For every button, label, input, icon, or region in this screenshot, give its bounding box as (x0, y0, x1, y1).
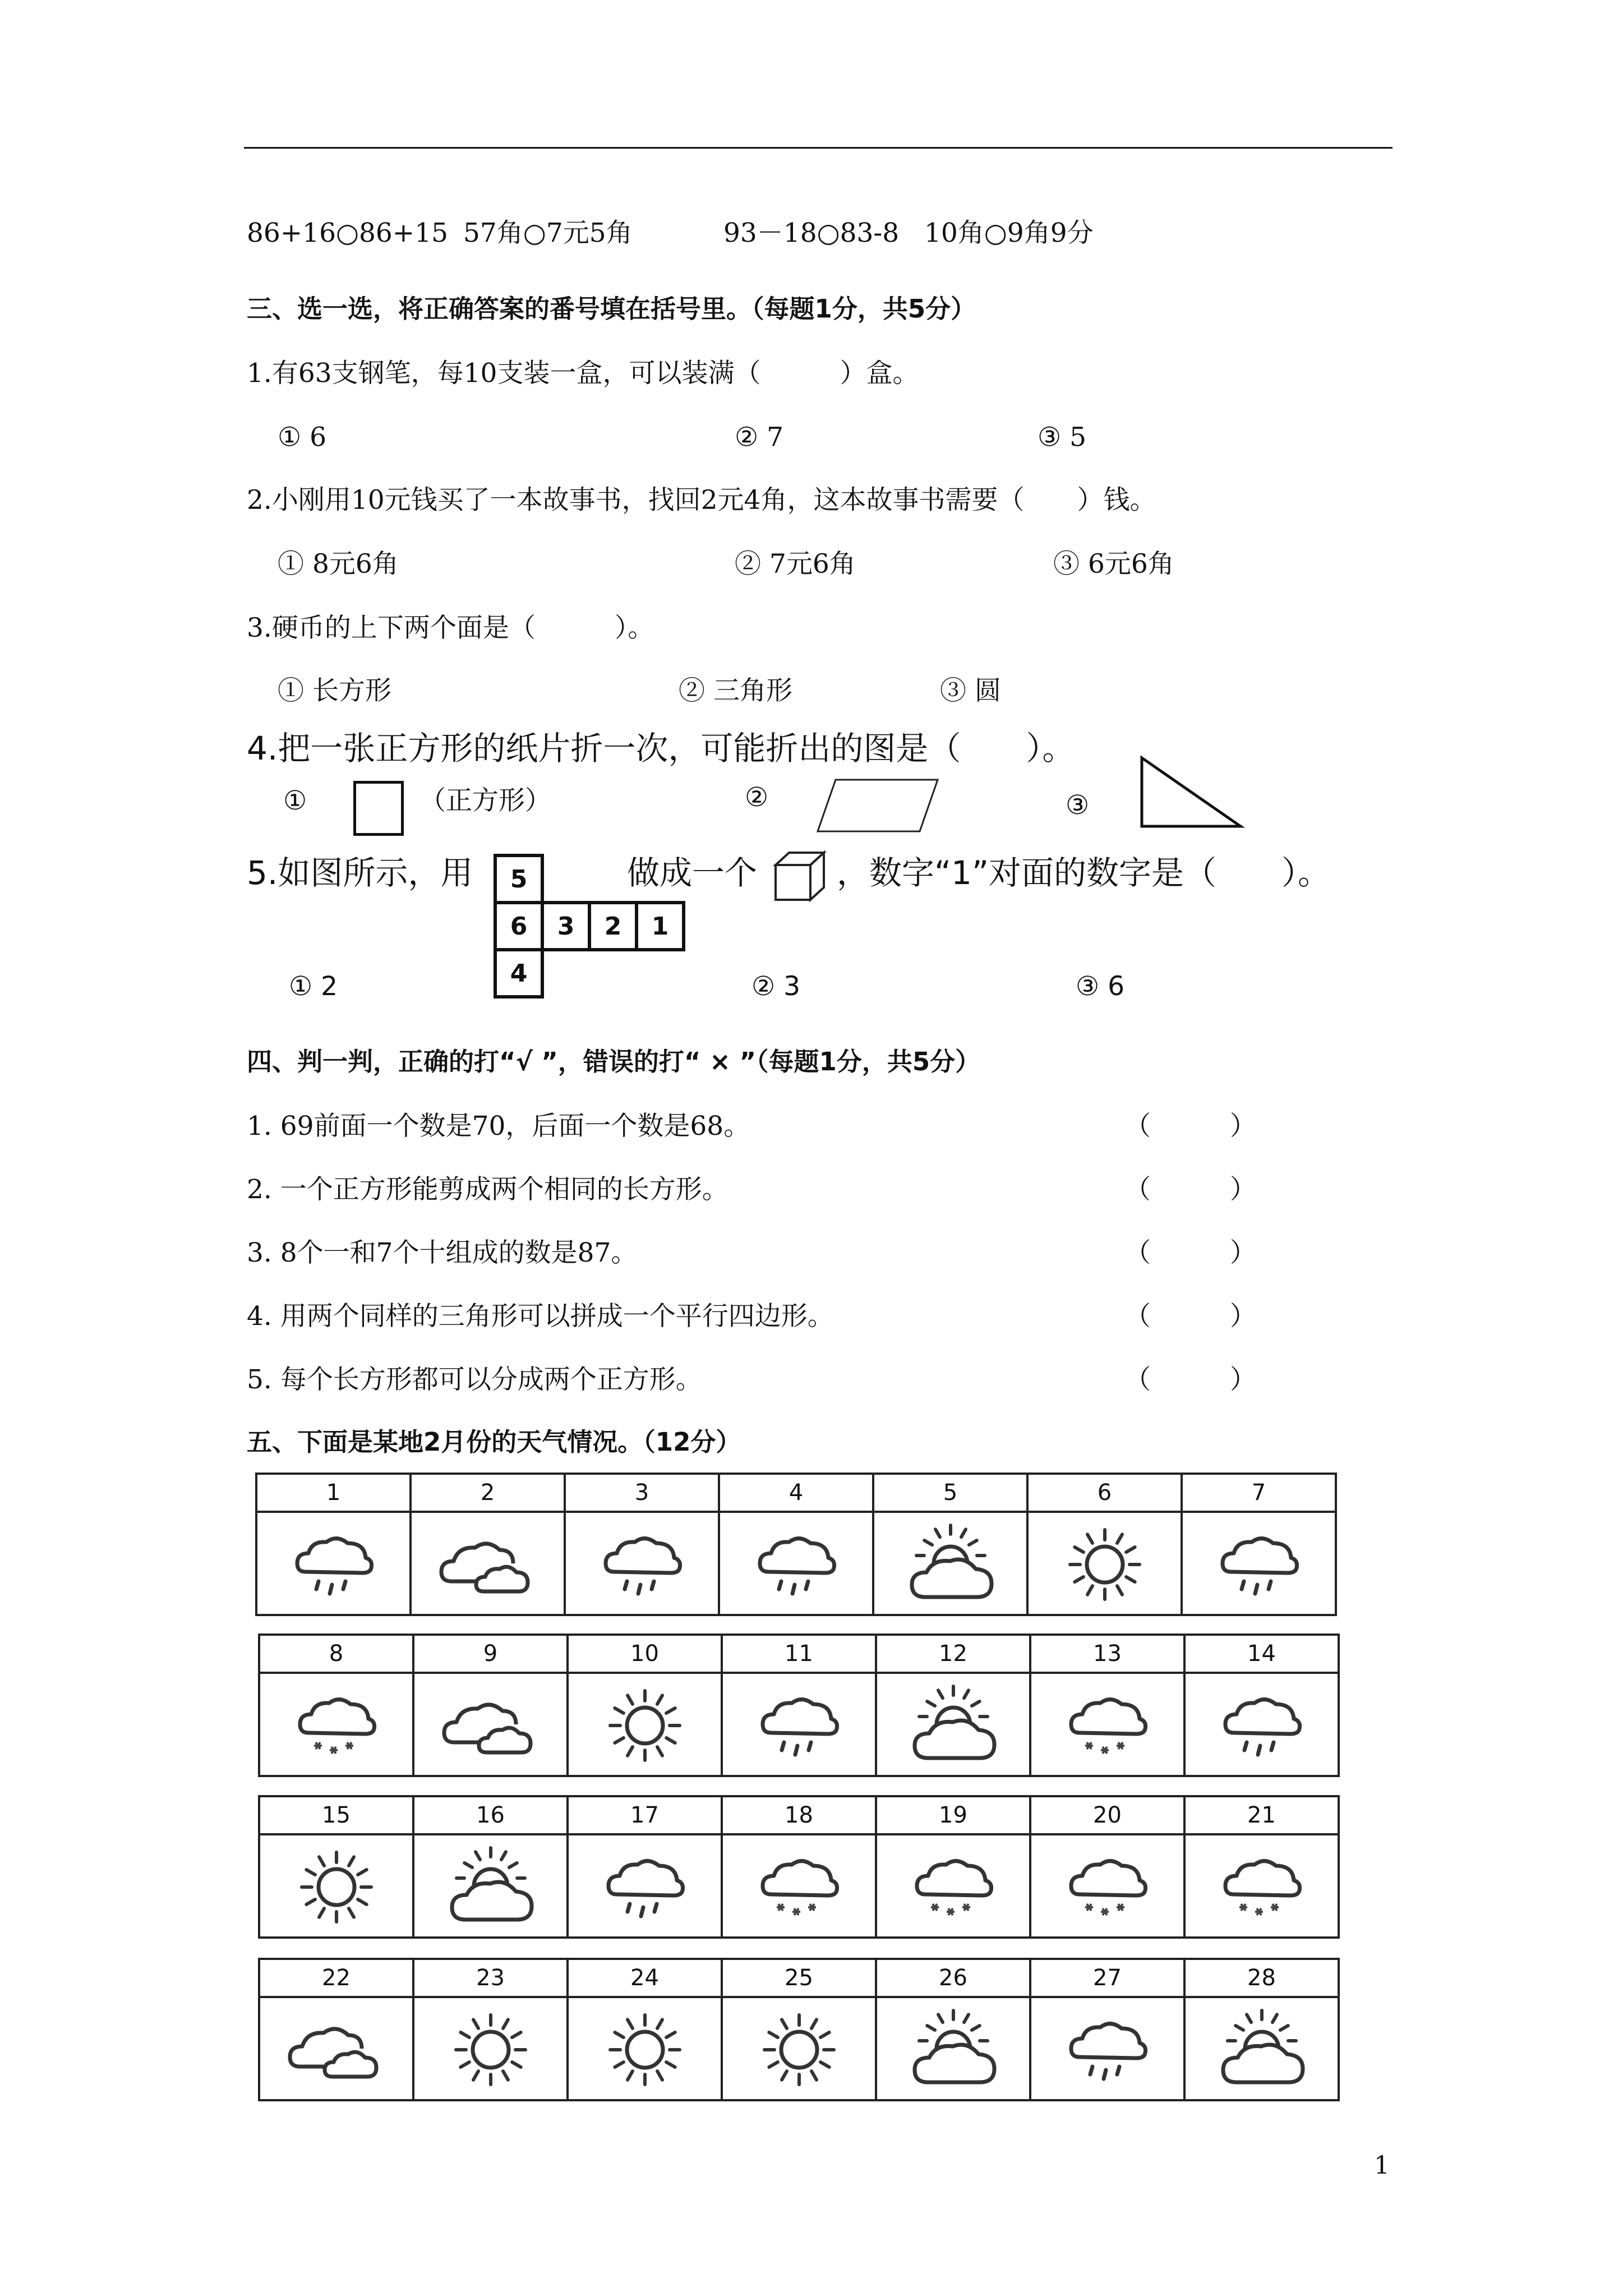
q2-option-1: ① 8元6角 (278, 549, 399, 579)
net-face: 3 (542, 903, 589, 950)
weather-cell (1030, 1997, 1184, 2100)
weather-day-number: 1 (256, 1474, 411, 1512)
judge-answer-blank-5[interactable]: （ ） (1124, 1364, 1256, 1395)
weather-day-number: 11 (722, 1635, 876, 1673)
weather-cell (876, 1834, 1030, 1938)
compare-item-4: 10角○9角9分 (924, 218, 1094, 249)
weather-day-number: 13 (1030, 1635, 1184, 1673)
judge-answer-blank-3[interactable]: （ ） (1124, 1237, 1256, 1268)
compare-item-2: 57角○7元5角 (463, 218, 633, 249)
snow-weather-icon (1049, 1838, 1166, 1934)
partly-weather-icon (432, 1838, 550, 1934)
header-rule (244, 147, 1393, 149)
weather-cell (1184, 1834, 1339, 1938)
weather-cell (256, 1512, 411, 1615)
weather-cell (722, 1673, 876, 1776)
snow-weather-icon (740, 1838, 858, 1934)
q2-option-3: ③ 6元6角 (1053, 549, 1174, 579)
weather-cell (411, 1512, 565, 1615)
net-face: 1 (637, 903, 684, 950)
triangle-figure (1138, 754, 1245, 830)
snow-weather-icon (278, 1677, 395, 1772)
judge-item-4: 4. 用两个同样的三角形可以拼成一个平行四边形。 (247, 1301, 834, 1332)
judge-answer-blank-1[interactable]: （ ） (1124, 1111, 1256, 1142)
net-face: 6 (495, 903, 542, 950)
partly-weather-icon (892, 1516, 1009, 1611)
sun-weather-icon (432, 2001, 550, 2096)
rain-weather-icon (1049, 2001, 1166, 2096)
weather-day-number: 24 (568, 1959, 722, 1997)
q5-text-c: ，数字“1”对面的数字是（ ）。 (837, 854, 1330, 892)
weather-day-number: 20 (1030, 1796, 1184, 1834)
weather-table-week-4 (258, 1958, 1340, 2101)
rain-weather-icon (1200, 1516, 1318, 1611)
weather-day-number: 8 (259, 1635, 413, 1673)
q4-option-1-label: （正方形） (419, 785, 551, 816)
sun-weather-icon (278, 1838, 395, 1934)
weather-cell (1182, 1512, 1336, 1615)
weather-day-number: 28 (1184, 1959, 1339, 1997)
q4-text: 4.把一张正方形的纸片折一次，可能折出的图是（ ）。 (247, 729, 1075, 767)
judge-answer-blank-2[interactable]: （ ） (1124, 1174, 1256, 1205)
weather-cell (259, 1997, 413, 2100)
weather-day-number: 23 (413, 1959, 568, 1997)
weather-day-number: 6 (1027, 1474, 1182, 1512)
weather-day-number: 19 (876, 1796, 1030, 1834)
weather-cell (1030, 1673, 1184, 1776)
weather-day-number: 15 (259, 1796, 413, 1834)
snow-weather-icon (895, 1838, 1012, 1934)
snow-weather-icon (1049, 1677, 1166, 1772)
sun-weather-icon (740, 2001, 858, 2096)
weather-cell (1027, 1512, 1182, 1615)
judge-answer-blank-4[interactable]: （ ） (1124, 1301, 1256, 1332)
q3-text: 3.硬币的上下两个面是（ ）。 (247, 613, 654, 643)
weather-day-number: 22 (259, 1959, 413, 1997)
weather-cell (722, 1997, 876, 2100)
weather-cell (565, 1512, 719, 1615)
weather-day-number: 10 (568, 1635, 722, 1673)
rain-weather-icon (740, 1677, 858, 1772)
weather-day-number: 27 (1030, 1959, 1184, 1997)
judge-item-3: 3. 8个一和7个十组成的数是87。 (247, 1237, 638, 1268)
q4-option-1: ① (283, 785, 307, 816)
sun-weather-icon (586, 1677, 704, 1772)
weather-day-number: 16 (413, 1796, 568, 1834)
weather-day-number: 2 (411, 1474, 565, 1512)
cloudy-weather-icon (432, 1677, 550, 1772)
page-number: 1 (1374, 2151, 1390, 2180)
rain-weather-icon (586, 1838, 704, 1934)
rain-weather-icon (275, 1516, 393, 1611)
weather-day-number: 3 (565, 1474, 719, 1512)
q3-option-2: ② 三角形 (679, 675, 792, 706)
q5-text-b: 做成一个 (627, 854, 758, 892)
partly-weather-icon (895, 2001, 1012, 2096)
partly-weather-icon (1203, 2001, 1321, 2096)
q4-option-3: ③ (1066, 790, 1090, 821)
weather-cell (568, 1997, 722, 2100)
weather-cell (722, 1834, 876, 1938)
weather-cell (413, 1834, 568, 1938)
net-face: 5 (495, 855, 542, 903)
weather-cell (568, 1673, 722, 1776)
weather-day-number: 14 (1184, 1635, 1339, 1673)
partly-weather-icon (895, 1677, 1012, 1772)
weather-cell (568, 1834, 722, 1938)
weather-cell (876, 1673, 1030, 1776)
weather-day-number: 5 (873, 1474, 1027, 1512)
sun-weather-icon (586, 2001, 704, 2096)
weather-table-week-3 (258, 1795, 1340, 1939)
cube-figure (771, 848, 833, 904)
q1-option-2: ② 7 (735, 422, 783, 453)
q3-option-1: ① 长方形 (278, 675, 391, 706)
weather-cell (259, 1834, 413, 1938)
weather-day-number: 21 (1184, 1796, 1339, 1834)
weather-cell (1030, 1834, 1184, 1938)
weather-day-number: 17 (568, 1796, 722, 1834)
q5-option-3: ③ 6 (1076, 971, 1124, 1002)
judge-item-1: 1. 69前面一个数是70，后面一个数是68。 (247, 1111, 750, 1142)
weather-day-number: 9 (413, 1635, 568, 1673)
weather-cell (719, 1512, 873, 1615)
judge-item-5: 5. 每个长方形都可以分成两个正方形。 (247, 1364, 702, 1395)
judge-item-2: 2. 一个正方形能剪成两个相同的长方形。 (247, 1174, 728, 1205)
weather-cell (873, 1512, 1027, 1615)
q1-text: 1.有63支钢笔，每10支装一盒，可以装满（ ）盒。 (247, 358, 919, 389)
weather-cell (413, 1997, 568, 2100)
q5-option-1: ① 2 (289, 971, 338, 1002)
q5-text-a: 5.如图所示，用 (247, 854, 473, 892)
weather-day-number: 4 (719, 1474, 873, 1512)
net-face: 4 (495, 950, 542, 997)
q4-option-2: ② (745, 782, 769, 813)
weather-day-number: 12 (876, 1635, 1030, 1673)
weather-cell (876, 1997, 1030, 2100)
square-figure (353, 781, 404, 836)
cloudy-weather-icon (429, 1516, 547, 1611)
section3-title: 三、选一选，将正确答案的番号填在括号里。（每题1分，共5分） (247, 294, 976, 324)
weather-cell (1184, 1997, 1339, 2100)
q2-text: 2.小刚用10元钱买了一本故事书，找回2元4角，这本故事书需要（ ）钱。 (247, 485, 1156, 516)
parallelogram-figure (813, 775, 942, 837)
compare-item-1: 86+16○86+15 (247, 218, 448, 249)
sun-weather-icon (1046, 1516, 1164, 1611)
weather-day-number: 25 (722, 1959, 876, 1997)
rain-weather-icon (583, 1516, 701, 1611)
cloudy-weather-icon (278, 2001, 395, 2096)
weather-cell (259, 1673, 413, 1776)
q1-option-1: ① 6 (278, 422, 326, 453)
section5-title: 五、下面是某地2月份的天气情况。（12分） (247, 1427, 741, 1457)
weather-cell (1184, 1673, 1339, 1776)
rain-weather-icon (1203, 1677, 1321, 1772)
q1-option-3: ③ 5 (1038, 422, 1086, 453)
section4-title: 四、判一判，正确的打“√ ”，错误的打“ × ”（每题1分，共5分） (247, 1047, 981, 1076)
q2-option-2: ② 7元6角 (735, 549, 856, 579)
weather-table-week-2 (258, 1634, 1340, 1777)
rain-weather-icon (737, 1516, 855, 1611)
compare-item-3: 93－18○83-8 (723, 218, 900, 249)
snow-weather-icon (1203, 1838, 1321, 1934)
q5-option-2: ② 3 (751, 971, 800, 1002)
weather-day-number: 7 (1182, 1474, 1336, 1512)
weather-table-week-1 (255, 1473, 1337, 1616)
weather-cell (413, 1673, 568, 1776)
weather-day-number: 26 (876, 1959, 1030, 1997)
net-face: 2 (589, 903, 637, 950)
weather-day-number: 18 (722, 1796, 876, 1834)
q3-option-3: ③ 圆 (940, 675, 1001, 706)
